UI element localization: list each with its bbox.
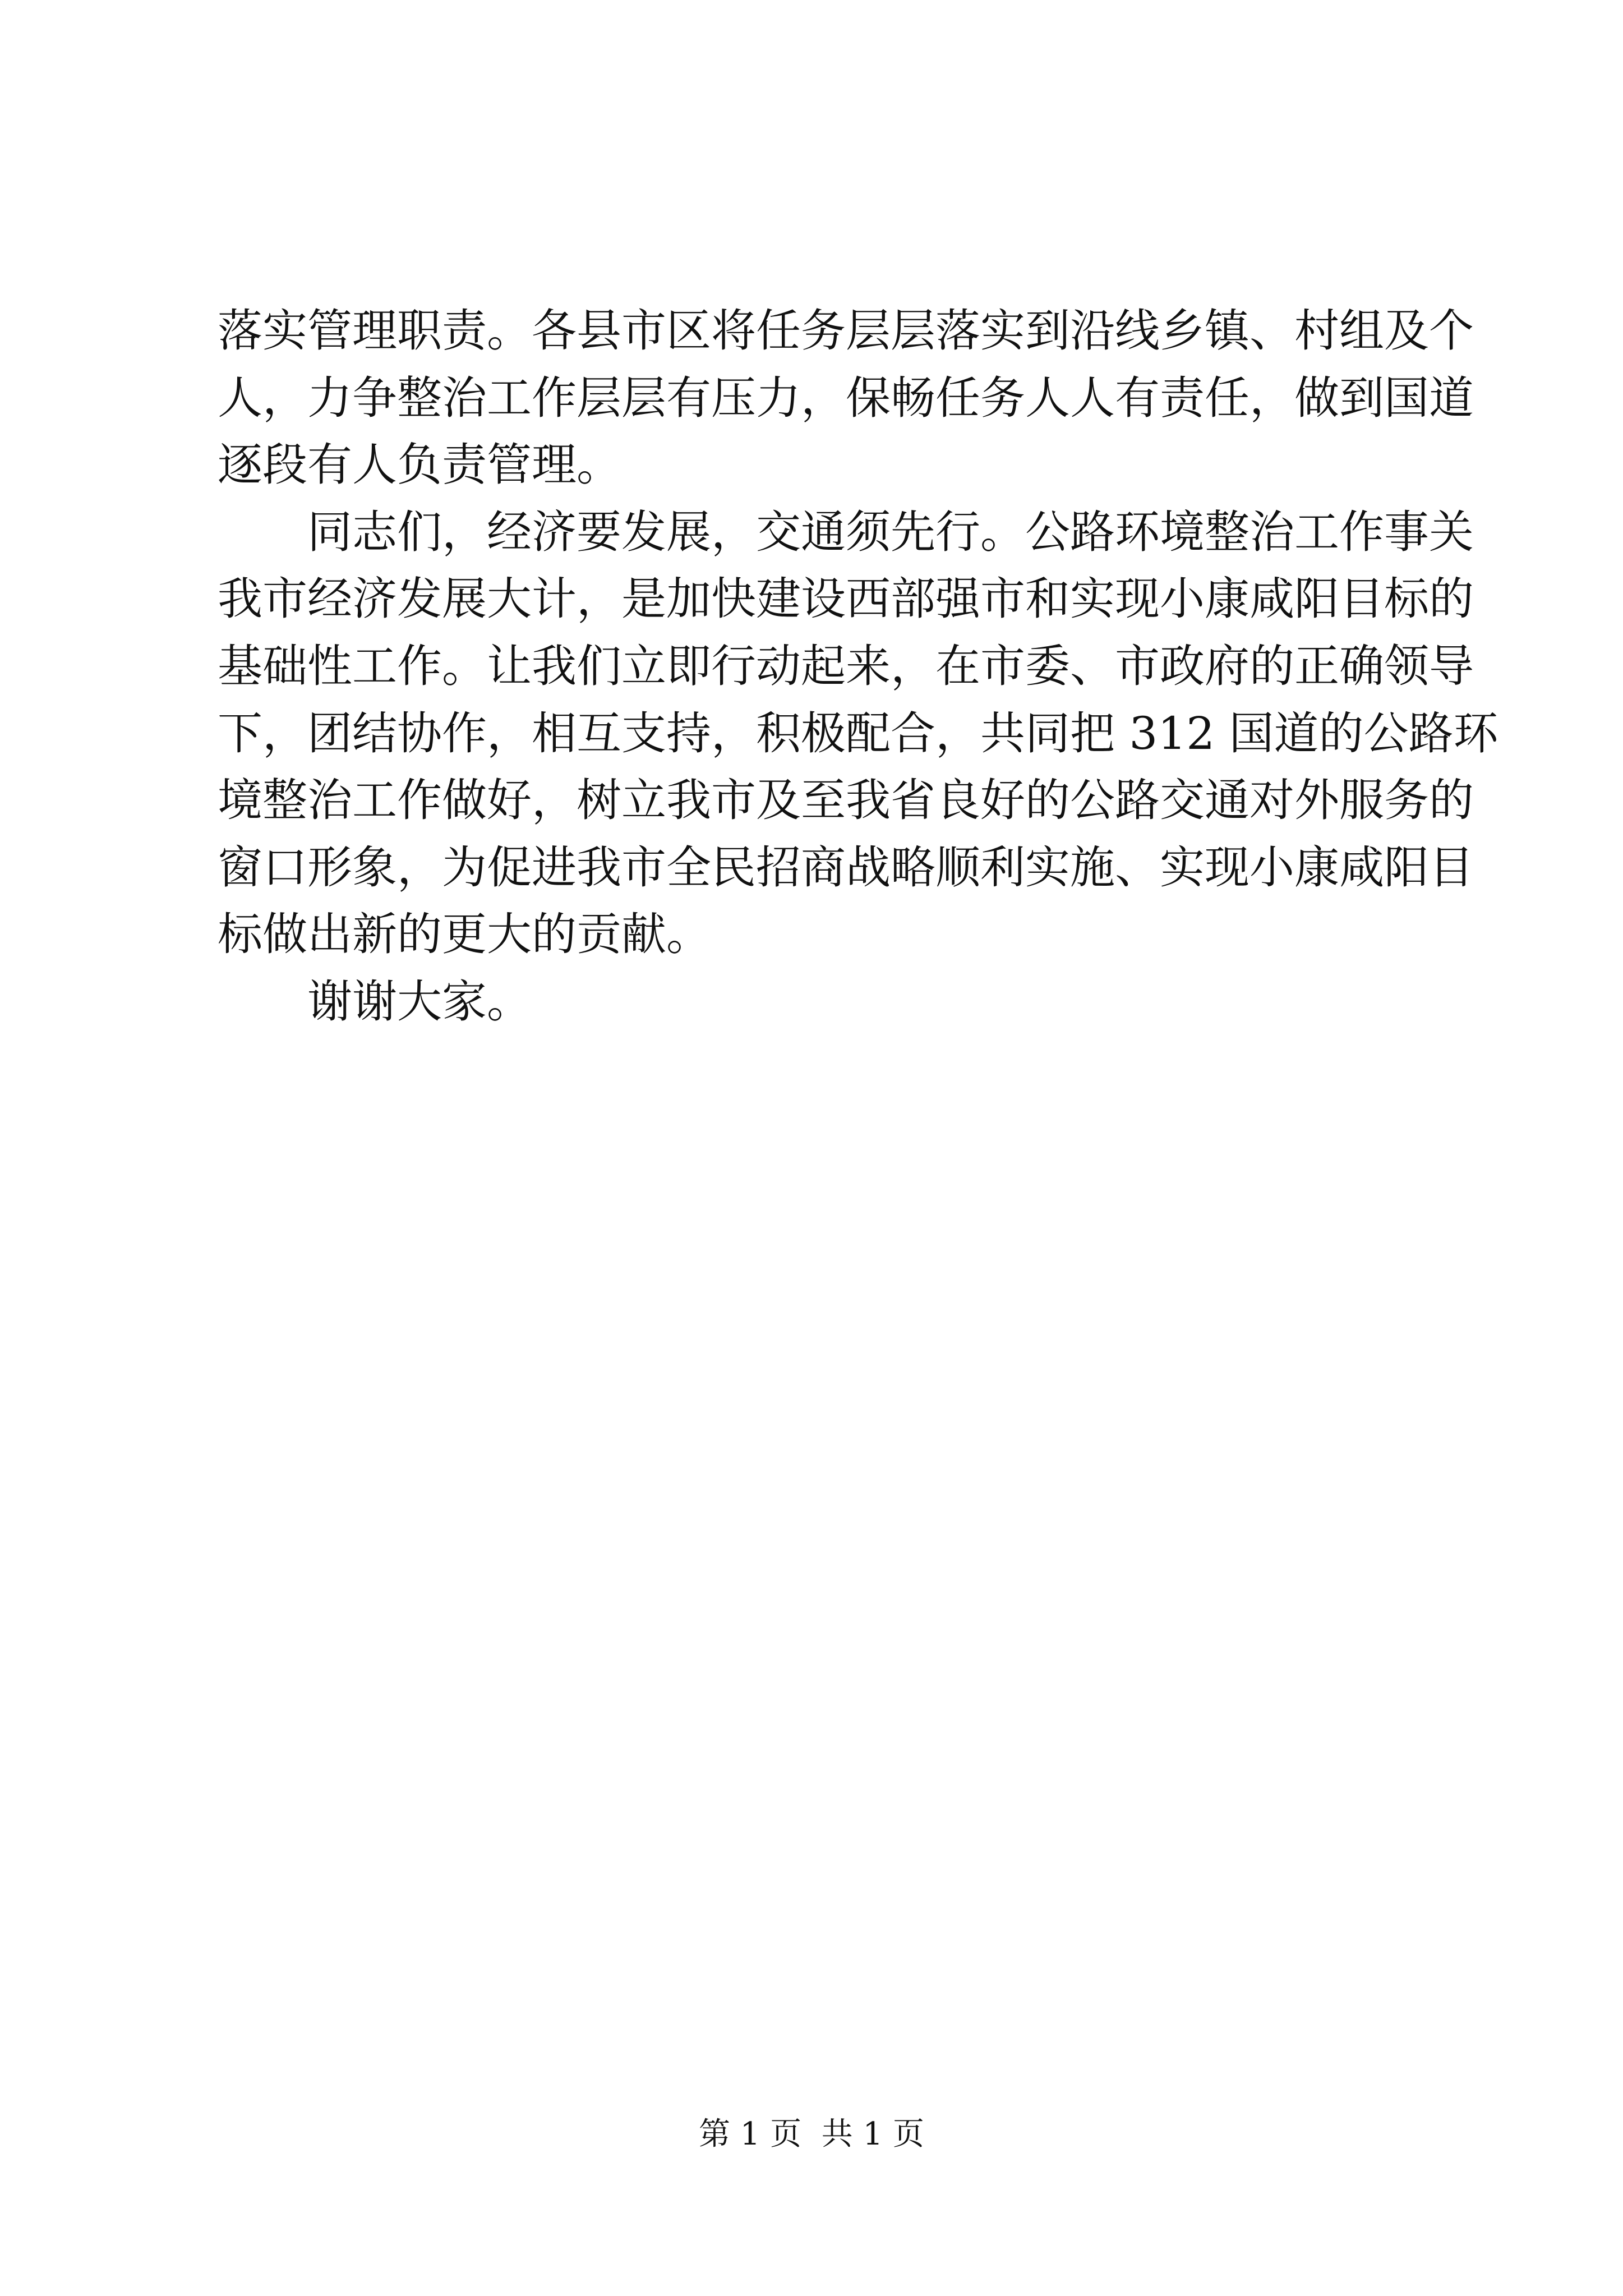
paragraph-1 [218,297,1474,499]
text-line: 落实管理职责。各县市区将任务层层落实到沿线乡镇、村组及个 [218,305,1474,357]
page-footer: 第 1 页 共 1 页 [698,2116,925,2152]
paragraph-2 [218,499,1498,968]
paragraph-3 [218,968,1429,1036]
text-line: 我市经济发展大计，是加快建设西部强市和实现小康咸阳目标的 [218,573,1474,625]
body-text [218,297,1498,1036]
text-line: 窗口形象，为促进我市全民招商战略顺利实施、实现小康咸阳目 [218,841,1474,894]
text-line: 谢谢大家。 [307,975,532,1028]
text-line: 逐段有人负责管理。 [218,439,621,491]
text-line: 境整治工作做好，树立我市及至我省良好的公路交通对外服务的 [218,774,1474,827]
text-line: 同志们，经济要发展，交通须先行。公路环境整治工作事关 [307,505,1474,558]
text-line: 基础性工作。让我们立即行动起来，在市委、市政府的正确领导 [218,639,1474,692]
text-line: 标做出新的更大的贡献。 [218,908,711,961]
text-line: 人，力争整治工作层层有压力，保畅任务人人有责任，做到国道 [218,371,1474,424]
text-line: 下，团结协作，相互支持，积极配合，共同把 312 国道的公路环 [218,707,1498,760]
